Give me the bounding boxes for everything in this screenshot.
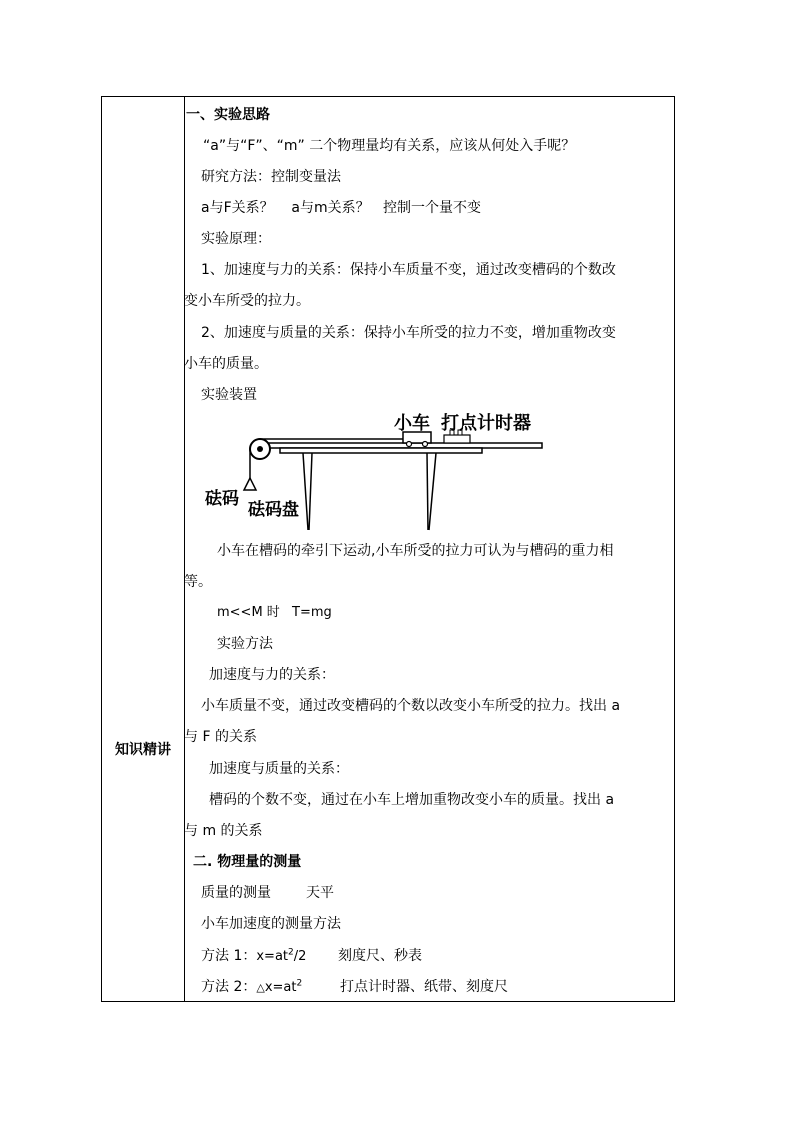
method1-tail: /2 [293, 949, 307, 964]
condition-right: T=mg [292, 605, 332, 620]
text-line: a与F关系？ a与m关系？ 控制一个量不变 [201, 200, 481, 216]
method1-formula: x=at [256, 949, 289, 964]
text-line: 1、加速度与力的关系：保持小车质量不变，通过改变槽码的个数改 [201, 262, 616, 278]
text-line: 与 F 的关系 [184, 729, 257, 745]
weight-pan [244, 478, 256, 490]
text-line: 2、加速度与质量的关系：保持小车所受的拉力不变，增加重物改变 [201, 325, 616, 341]
text-line: 与 m 的关系 [184, 823, 263, 839]
method1-line [201, 947, 306, 966]
method1-tools: 刻度尺、秒表 [338, 948, 422, 964]
text-line: 小车在槽码的牵引下运动,小车所受的拉力可认为与槽码的重力相 [217, 543, 614, 559]
text-line: 实验方法 [217, 636, 273, 652]
pulley-axle [257, 446, 263, 452]
acc-title: 小车加速度的测量方法 [201, 916, 341, 932]
text-line: 加速度与力的关系： [209, 667, 335, 683]
label-weight: 砝码 [205, 489, 239, 509]
text-line: 实验装置 [201, 387, 257, 403]
table-leg [303, 453, 308, 530]
method1-exp: 2 [288, 947, 294, 958]
label-timer: 打点计时器 [441, 413, 531, 434]
method2-label: 方法 2： [201, 979, 257, 995]
method2-line [201, 978, 302, 997]
text-line: 研究方法：控制变量法 [201, 169, 341, 185]
mass-tool: 天平 [306, 885, 334, 901]
condition-left: m<<M 时 [217, 605, 280, 620]
table-top [280, 448, 482, 453]
text-line: 小车的质量。 [184, 356, 268, 372]
text-line: 等。 [184, 574, 212, 590]
method2-tools: 打点计时器、纸带、刻度尺 [340, 979, 508, 995]
text-line: 实验原理： [201, 231, 271, 247]
text-line: 小车质量不变，通过改变槽码的个数以改变小车所受的拉力。找出 a [201, 698, 621, 714]
text-line: 变小车所受的拉力。 [184, 293, 310, 309]
cart-wheel [423, 442, 428, 447]
text-line: 槽码的个数不变，通过在小车上增加重物改变小车的质量。找出 a [209, 792, 615, 808]
ticker-timer [444, 435, 470, 443]
table-leg [427, 453, 428, 530]
label-pan: 砝码盘 [248, 500, 299, 520]
method2-formula: x=at [264, 980, 297, 995]
method2-exp: 2 [296, 978, 303, 989]
left-column [102, 97, 185, 1001]
table-leg [429, 453, 436, 530]
section2-title: 二. 物理量的测量 [193, 854, 302, 870]
section1-title: 一、实验思路 [186, 107, 270, 123]
cart-wheel [407, 442, 412, 447]
table-leg [309, 453, 312, 530]
apparatus-diagram [200, 408, 550, 532]
label-cart: 小车 [394, 413, 430, 434]
method1-label: 方法 1： [201, 948, 257, 964]
text-line: “a”与“F”、“m” 二个物理量均有关系，应该从何处入手呢？ [203, 138, 576, 154]
text-line: 加速度与质量的关系： [209, 761, 349, 777]
side-label: 知识精讲 [115, 742, 171, 758]
mass-measure: 质量的测量 [201, 885, 271, 901]
delta-icon: △ [256, 981, 265, 994]
